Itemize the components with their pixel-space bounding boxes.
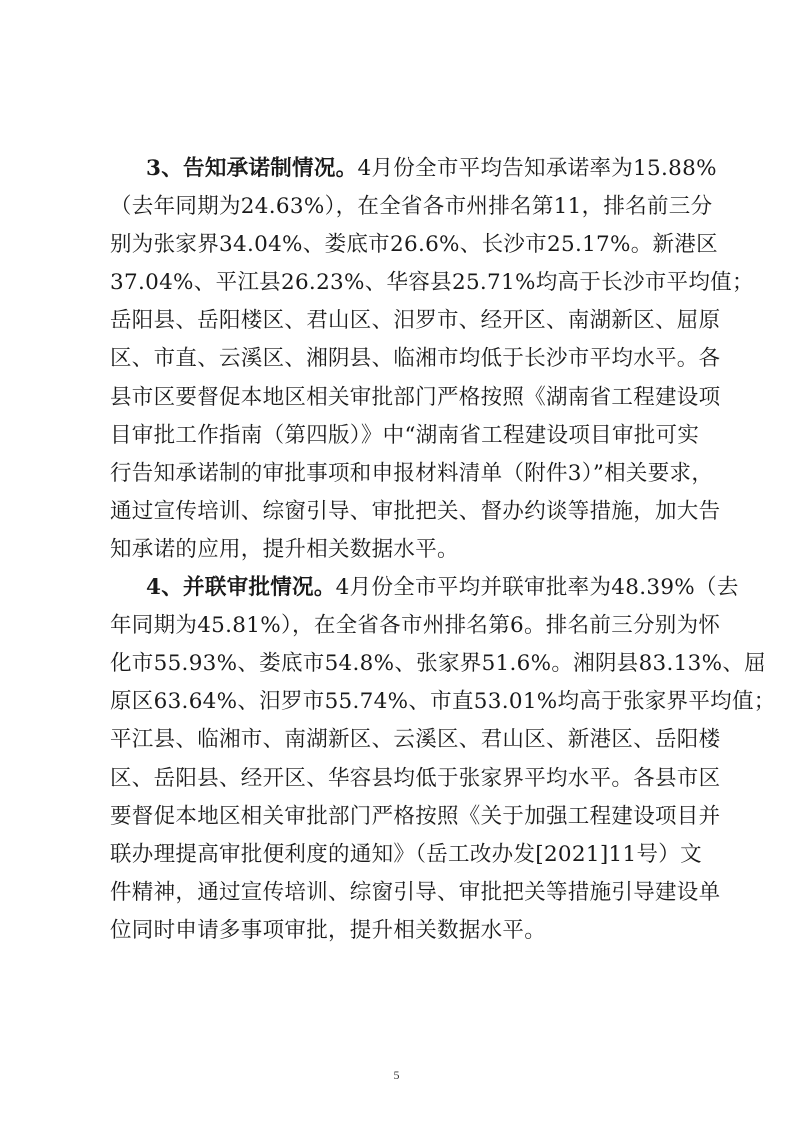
paragraph-line: 区、市直、云溪区、湘阴县、临湘市均低于长沙市平均水平。各 <box>110 346 721 372</box>
paragraph-line: 县市区要督促本地区相关审批部门严格按照《湖南省工程建设项 <box>110 384 721 410</box>
paragraph-line: 目审批工作指南（第四版）》中“湖南省工程建设项目审批可实 <box>110 422 700 448</box>
paragraph-line: 平江县、临湘市、南湖新区、云溪区、君山区、新港区、岳阳楼 <box>110 727 721 753</box>
paragraph-line: 原区63.64%、汨罗市55.74%、市直53.01%均高于张家界平均值； <box>110 689 776 715</box>
paragraph-text: 4月份全市平均并联审批率为48.39%（去 <box>335 575 739 601</box>
section-4 <box>110 569 776 950</box>
paragraph-line: 年同期为45.81%），在全省各市州排名第6。排名前三分别为怀 <box>110 613 721 639</box>
paragraph-line <box>110 150 717 188</box>
paragraph-line: 37.04%、平江县26.23%、华容县25.71%均高于长沙市平均值； <box>110 270 754 296</box>
page-number: 5 <box>393 1068 400 1082</box>
paragraph-line: 要督促本地区相关审批部门严格按照《关于加强工程建设项目并 <box>110 803 721 829</box>
paragraph-line: 联办理提高审批便利度的通知》（岳工改办发[2021]11号）文 <box>110 841 702 867</box>
paragraph-line: 行告知承诺制的审批事项和申报材料清单（附件3）”相关要求， <box>110 460 714 486</box>
paragraph-line: 通过宣传培训、综窗引导、审批把关、督办约谈等措施，加大告 <box>110 498 721 524</box>
section-3 <box>110 150 754 569</box>
paragraph-line <box>110 569 739 607</box>
paragraph-line: 别为张家界34.04%、娄底市26.6%、长沙市25.17%。新港区 <box>110 232 718 258</box>
paragraph-line: （去年同期为24.63%），在全省各市州排名第11，排名前三分 <box>110 194 713 220</box>
paragraph-line: 件精神，通过宣传培训、综窗引导、审批把关等措施引导建设单 <box>110 879 721 905</box>
paragraph-line: 区、岳阳县、经开区、华容县均低于张家界平均水平。各县市区 <box>110 765 721 791</box>
paragraph-text: 4月份全市平均告知承诺率为15.88% <box>357 156 717 181</box>
document-body <box>110 150 776 950</box>
paragraph-line: 位同时申请多事项审批，提升相关数据水平。 <box>110 917 547 943</box>
paragraph-line: 化市55.93%、娄底市54.8%、张家界51.6%。湘阴县83.13%、屈 <box>110 651 766 677</box>
paragraph-line: 知承诺的应用，提升相关数据水平。 <box>110 536 459 562</box>
paragraph-line: 岳阳县、岳阳楼区、君山区、汨罗市、经开区、南湖新区、屈原 <box>110 308 721 334</box>
section-heading: 4、并联审批情况。 <box>146 575 336 601</box>
section-heading: 3、告知承诺制情况。 <box>146 156 358 181</box>
